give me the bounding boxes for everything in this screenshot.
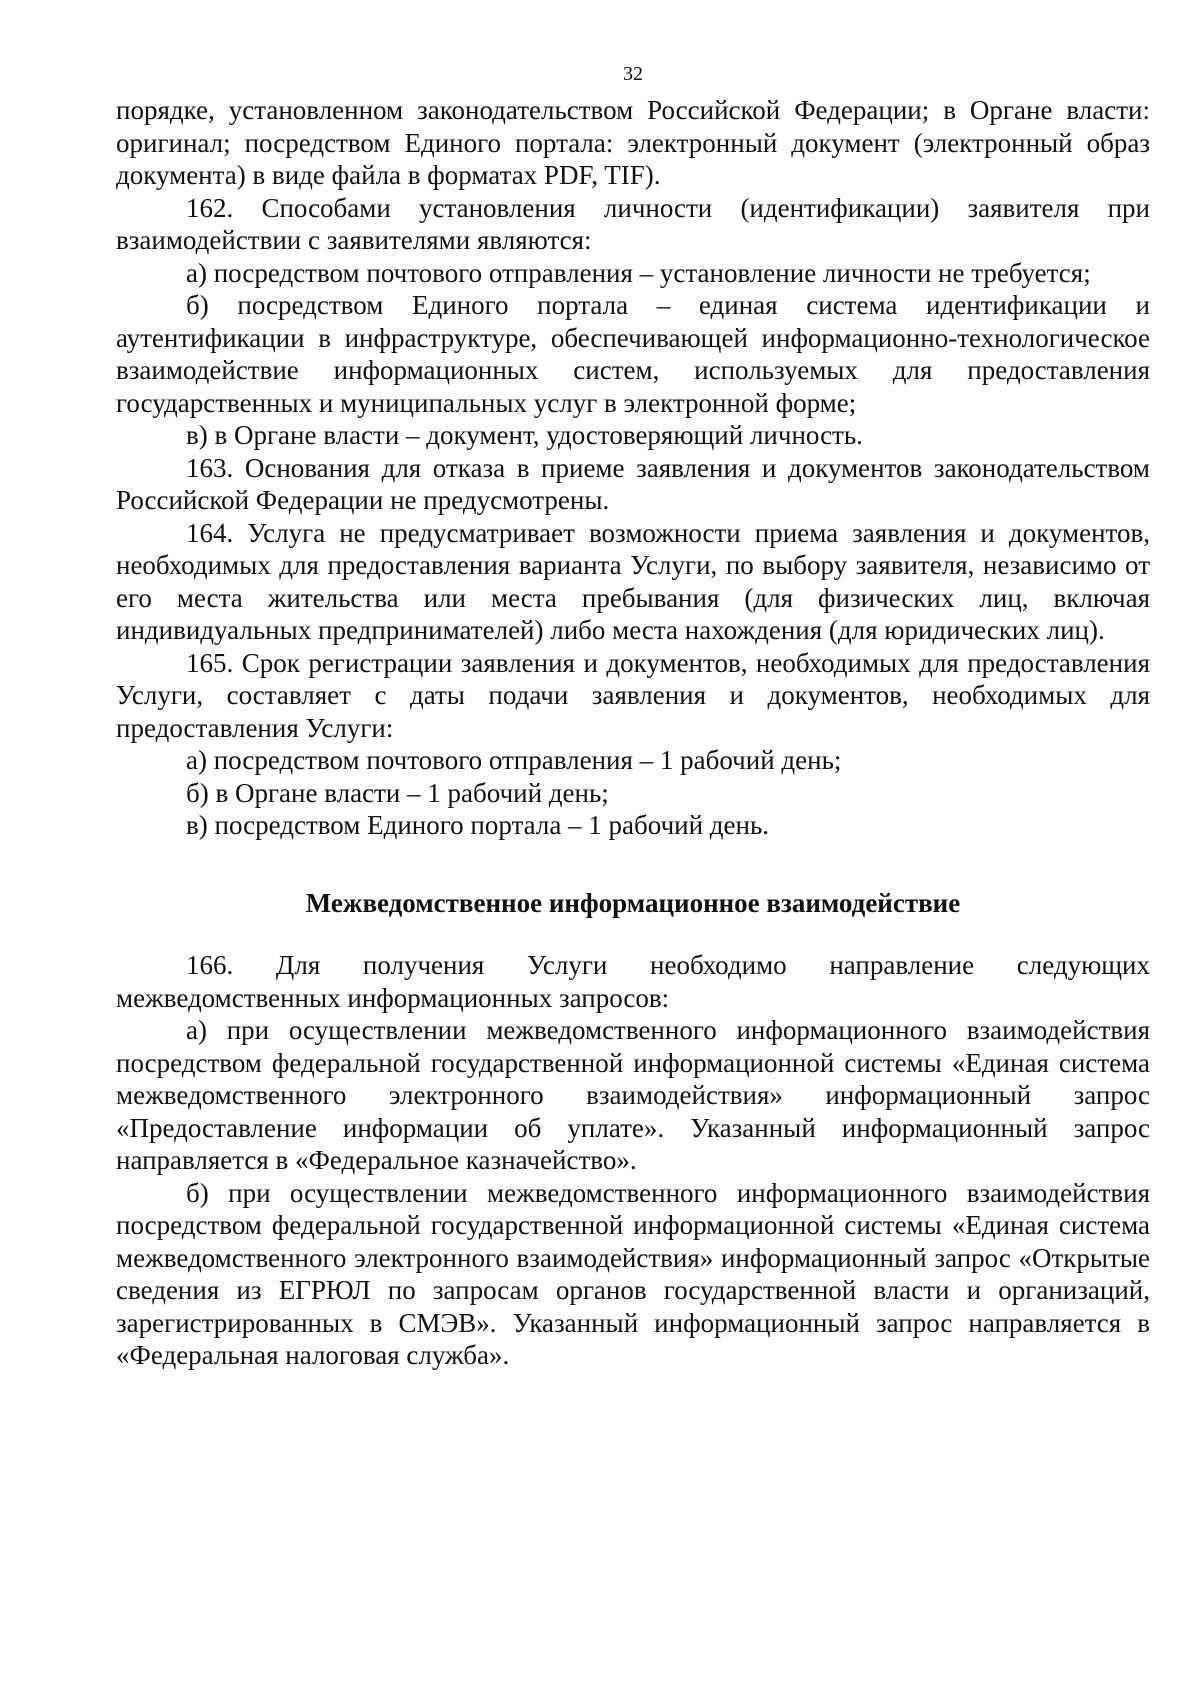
- document-page: [116, 62, 1150, 1372]
- paragraph-165: 165. Срок регистрации заявления и документов, необходимых для предоставления Услуги, составляет с даты подачи заявления и документов, необходимых для предоставления Услуги:: [116, 647, 1150, 743]
- paragraph-166-a: а) при осуществлении межведомственного информационного взаимодействия посредством федеральной государственной информационной системы «Единая система межведомственного электронного взаимодействия» информационный запрос «Предоставление информации об уплате». Указанный информационный запрос направляется в «Федеральное казначейство».: [116, 1015, 1150, 1175]
- paragraph-163: 163. Основания для отказа в приеме заявления и документов законодательством Российской Федерации не предусмотрены.: [116, 452, 1150, 515]
- paragraph-162: 162. Способами установления личности (идентификации) заявителя при взаимодействии с заявителями являются:: [116, 192, 1150, 255]
- section-heading: Межведомственное информационное взаимодействие: [305, 887, 961, 918]
- paragraph-166-b: б) при осуществлении межведомственного информационного взаимодействия посредством федеральной государственной информационной системы «Единая система межведомственного электронного взаимодействия» информационный запрос «Открытые сведения из ЕГРЮЛ по запросам органов государственной власти и организаций, зарегистрированных в СМЭВ». Указанный информационный запрос направляется в «Федеральная налоговая служба».: [116, 1177, 1150, 1370]
- paragraph-162-a: а) посредством почтового отправления – установление личности не требуется;: [186, 257, 1091, 288]
- body-text-bottom: [116, 949, 1150, 1372]
- paragraph-continuation: порядке, установленном законодательством Российской Федерации; в Органе власти: оригинал; посредством Единого портала: электронный документ (электронный образ документа) в виде файла в форматах PDF, TIF).: [116, 95, 1150, 190]
- page-number: 32: [623, 63, 643, 85]
- paragraph-166: 166. Для получения Услуги необходимо направление следующих межведомственных информационных запросов:: [116, 950, 1150, 1013]
- paragraph-162-b: б) посредством Единого портала – единая система идентификации и аутентификации в инфраструктуре, обеспечивающей информационно-технологическое взаимодействие информационных систем, используемых для предоставления государственных и муниципальных услуг в электронной форме;: [116, 290, 1150, 418]
- paragraph-165-a: а) посредством почтового отправления – 1 рабочий день;: [186, 745, 842, 775]
- paragraph-165-v: в) посредством Единого портала – 1 рабочий день.: [186, 810, 770, 840]
- paragraph-162-v: в) в Органе власти – документ, удостоверяющий личность.: [186, 420, 863, 450]
- body-text-top: [116, 94, 1150, 842]
- paragraph-165-b: б) в Органе власти – 1 рабочий день;: [186, 777, 609, 808]
- paragraph-164: 164. Услуга не предусматривает возможности приема заявления и документов, необходимых для предоставления варианта Услуги, по выбору заявителя, независимо от его места жительства или места пребывания (для физических лиц, включая индивидуальных предпринимателей) либо места нахождения (для юридических лиц).: [116, 517, 1150, 645]
